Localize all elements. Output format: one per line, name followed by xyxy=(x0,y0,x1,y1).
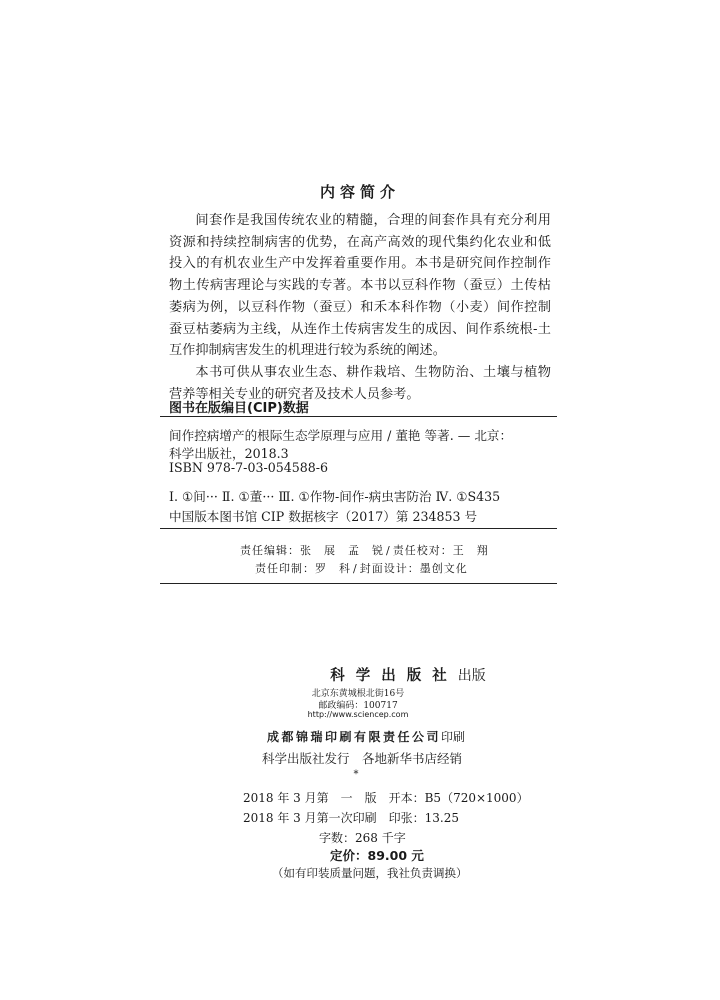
edition-format-line: 2018 年 3 月第 一 版 开本：B5（720×1000） xyxy=(243,791,529,805)
cover-design-label: 封面设计： xyxy=(359,562,420,575)
publisher-logo-text: 科学出版社 xyxy=(330,667,458,684)
printing-sheets-line: 2018 年 3 月第一次印刷 印张：13.25 xyxy=(243,811,459,825)
cip-top-rule xyxy=(160,416,557,417)
proofreader-label: 责任校对： xyxy=(392,544,453,557)
cip-publisher-line: 科学出版社，2018.3 xyxy=(169,446,289,461)
distribution-line: 科学出版社发行 各地新华书店经销 xyxy=(261,751,462,766)
staff-bottom-rule xyxy=(160,583,557,584)
summary-body xyxy=(169,210,551,405)
separator-slash: / xyxy=(386,544,391,557)
cip-record-number: 中国版本图书馆 CIP 数据核字（2017）第 234853 号 xyxy=(169,509,478,524)
cip-heading: 图书在版编目(CIP)数据 xyxy=(169,401,309,416)
publisher-suffix: 出版 xyxy=(457,668,486,684)
quality-notice: （如有印装质量问题，我社负责调换） xyxy=(272,866,468,880)
printer-line xyxy=(6,728,720,745)
print-supervisor-label: 责任印制： xyxy=(255,562,315,575)
cover-design-name: 墨创文化 xyxy=(419,562,468,575)
price: 定价：89.00 元 xyxy=(330,848,424,863)
staff-line-production xyxy=(255,560,468,576)
summary-title: 内容简介 xyxy=(319,183,400,201)
publisher-postcode: 邮政编码：100717 xyxy=(318,701,398,711)
cip-bottom-rule xyxy=(160,528,557,529)
publisher-line xyxy=(48,664,720,685)
staff-line-editors xyxy=(240,542,489,558)
word-count: 字数：268 千字 xyxy=(319,831,406,845)
publisher-address: 北京东黄城根北街16号 xyxy=(311,689,405,699)
editor-names: 张 展 孟 锐 xyxy=(300,544,384,557)
separator-slash: / xyxy=(353,562,358,575)
printer-name: 成都锦瑞印刷有限责任公司 xyxy=(266,730,441,744)
print-supervisor-name: 罗 科 xyxy=(315,562,351,575)
separator-star: * xyxy=(353,769,359,780)
cip-title-line: 间作控病增产的根际生态学原理与应用 / 董艳 等著. — 北京： xyxy=(169,428,513,443)
summary-paragraph-1: 间套作是我国传统农业的精髓，合理的间套作具有充分利用资源和持续控制病害的优势，在高产高效的现代集约化农业和低投入的有机农业生产中发挥着重要作用。本书是研究间作控制作物土传病害理论与实践的专著。本书以豆科作物（蚕豆）土传枯萎病为例，以豆科作物（蚕豆）和禾本科作物（小麦）间作控制蚕豆枯萎病为主线，从连作土传病害发生的成因、间作系统根-土互作抑制病害发生的机理进行较为系统的阐述。 xyxy=(169,213,551,359)
cip-classification: Ⅰ. ①间··· Ⅱ. ①董··· Ⅲ. ①作物-间作-病虫害防治 Ⅳ. ①S435 xyxy=(169,489,501,504)
editor-label: 责任编辑： xyxy=(240,544,300,557)
proofreader-name: 王 翔 xyxy=(452,544,489,557)
summary-paragraph-2: 本书可供从事农业生态、耕作栽培、生物防治、土壤与植物营养等相关专业的研究者及技术人员参考。 xyxy=(169,364,551,402)
cip-isbn: ISBN 978-7-03-054588-6 xyxy=(169,460,329,475)
publisher-url: http://www.sciencep.com xyxy=(307,710,409,719)
printer-suffix: 印刷 xyxy=(441,730,466,744)
